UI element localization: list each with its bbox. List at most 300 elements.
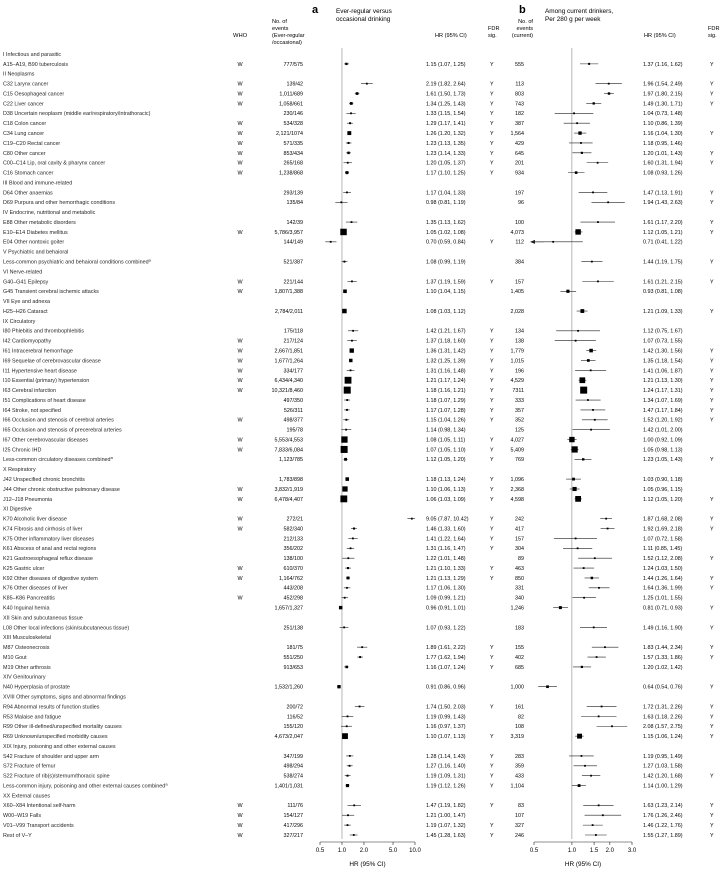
events-b: 463 bbox=[515, 565, 524, 572]
fdr-b-flag: Y bbox=[710, 368, 714, 375]
events-a: 135/84 bbox=[286, 200, 303, 207]
fdr-a-flag: Y bbox=[490, 447, 494, 454]
outcome-label: G45 Transient cerebral ischemic attacks bbox=[3, 289, 99, 296]
ci-a-26 bbox=[342, 309, 346, 313]
point-estimate-b bbox=[598, 587, 600, 589]
hr-a-text: 1.18 (1.13, 1.24) bbox=[426, 477, 466, 484]
hr-a-text: 1.08 (1.05, 1.11) bbox=[426, 437, 466, 444]
events-b: 246 bbox=[515, 832, 524, 839]
events-b: 359 bbox=[515, 763, 524, 770]
hr-b-text: 1.18 (0.95, 1.46) bbox=[643, 140, 683, 147]
hr-b-text: 1.96 (1.54, 2.49) bbox=[643, 81, 683, 88]
ci-b-36 bbox=[580, 409, 605, 411]
ci-a-76 bbox=[347, 804, 360, 806]
events-a: 1,807/1,388 bbox=[274, 289, 303, 296]
point-estimate-b bbox=[604, 646, 606, 648]
ci-b-73 bbox=[582, 775, 600, 777]
point-estimate-b bbox=[593, 626, 595, 628]
outcome-label: M10 Gout bbox=[3, 654, 27, 661]
events-b: 384 bbox=[515, 259, 524, 266]
ci-a-24 bbox=[343, 289, 347, 293]
point-estimate-b bbox=[588, 63, 590, 65]
fdr-b-flag: Y bbox=[710, 407, 714, 414]
point-estimate-b bbox=[591, 577, 593, 579]
hr-b-text: 1.92 (1.69, 2.18) bbox=[643, 526, 683, 533]
events-b: 4,529 bbox=[510, 378, 524, 385]
ci-a-12 bbox=[345, 171, 349, 174]
events-a: 5,553/4,553 bbox=[274, 437, 303, 444]
events-b: 327 bbox=[515, 823, 524, 830]
hr-b-text: 1.57 (1.33, 1.86) bbox=[643, 654, 683, 661]
events-b: 769 bbox=[515, 457, 524, 464]
hr-b-text: 1.25 (1.01, 1.55) bbox=[643, 595, 683, 602]
ci-a-73 bbox=[345, 775, 351, 777]
panel-a-title-1: Ever-regular versus bbox=[336, 8, 392, 15]
fdr-b-flag: Y bbox=[710, 813, 714, 820]
axis-tick-label: 3.0 bbox=[627, 848, 637, 854]
outcome-label: W00–W19 Falls bbox=[3, 813, 42, 820]
events-b: 5,409 bbox=[510, 447, 524, 454]
events-b: 113 bbox=[515, 81, 524, 88]
hr-b-text: 1.00 (0.92, 1.09) bbox=[643, 437, 683, 444]
point-estimate-a bbox=[356, 92, 359, 95]
who-flag: W bbox=[237, 388, 243, 395]
ci-b-12 bbox=[568, 171, 585, 174]
outcome-label: C80 Other cancer bbox=[3, 150, 46, 157]
fdr-a-flag: Y bbox=[490, 150, 494, 157]
fdr-a-flag: Y bbox=[490, 516, 494, 523]
hr-a-text: 1.14 (0.98, 1.34) bbox=[426, 427, 466, 434]
events-a: 272/21 bbox=[286, 516, 303, 523]
ci-a-48 bbox=[351, 528, 357, 530]
ci-b-21 bbox=[581, 261, 602, 263]
outcome-label: C15 Oesophageal cancer bbox=[3, 91, 65, 98]
outcome-label: C16 Stomach cancer bbox=[3, 170, 54, 177]
ci-a-74 bbox=[346, 784, 350, 787]
hr-a-text: 1.07 (0.93, 1.22) bbox=[426, 625, 466, 632]
point-estimate-b bbox=[581, 666, 583, 668]
events-a: 195/78 bbox=[286, 427, 303, 434]
events-a: 251/138 bbox=[283, 625, 303, 632]
who-flag: W bbox=[237, 81, 243, 88]
point-estimate-b bbox=[592, 192, 594, 194]
outcome-label: S22 Fracture of rib(s)/sternum/thoracic spine bbox=[3, 773, 110, 780]
outcome-label: I65 Occlusion and stenosis of precerebral arteries bbox=[3, 427, 122, 434]
point-estimate-b bbox=[575, 340, 577, 342]
hr-a-text: 1.17 (1.07, 1.28) bbox=[426, 407, 466, 414]
events-a: 538/274 bbox=[283, 773, 303, 780]
point-estimate-b bbox=[581, 152, 583, 154]
section-heading: V Psychiatric and behaioral bbox=[3, 249, 69, 256]
axis-tick-label: 0.5 bbox=[315, 848, 325, 854]
hr-b-text: 0.71 (0.41, 1.22) bbox=[643, 239, 683, 246]
panel-b-x-axis bbox=[530, 842, 637, 868]
events-b: 7311 bbox=[512, 388, 524, 395]
ci-b-4 bbox=[604, 92, 614, 94]
events-b-header-2: events bbox=[516, 26, 533, 32]
outcome-label: C34 Lung cancer bbox=[3, 130, 45, 137]
who-flag: W bbox=[237, 61, 243, 68]
fdr-b-header-1: FDR bbox=[708, 26, 720, 32]
events-a: 1,058/661 bbox=[279, 101, 303, 108]
point-estimate-b bbox=[572, 478, 575, 481]
point-estimate-b bbox=[546, 685, 549, 688]
events-a: 142/39 bbox=[286, 219, 303, 226]
events-a: 1,401/1,031 bbox=[274, 783, 303, 790]
fdr-b-flag: Y bbox=[710, 91, 714, 98]
point-estimate-b bbox=[581, 755, 583, 757]
point-estimate-b bbox=[587, 359, 590, 362]
section-heading: IX Circulatory bbox=[3, 318, 36, 325]
ci-b-72 bbox=[574, 765, 597, 767]
point-estimate-a bbox=[342, 486, 347, 491]
events-a: 200/72 bbox=[286, 704, 303, 711]
ci-b-35 bbox=[576, 399, 601, 401]
outcome-label: K61 Abscess of anal and rectal regions bbox=[3, 546, 97, 553]
events-b: 850 bbox=[515, 575, 524, 582]
events-b: 1,000 bbox=[510, 684, 524, 691]
hr-a-text: 9.05 (7.87, 10.42) bbox=[426, 516, 469, 523]
fdr-b-flag: Y bbox=[710, 654, 714, 661]
hr-b-text: 1.61 (1.17, 2.20) bbox=[643, 219, 683, 226]
who-flag: W bbox=[237, 289, 243, 296]
who-flag: W bbox=[237, 595, 243, 602]
section-heading: XIX Injury, poisoning and other external causes bbox=[3, 743, 116, 750]
fdr-b-flag: Y bbox=[710, 803, 714, 810]
who-flag: W bbox=[237, 496, 243, 503]
outcome-label: I42 Cardiomyopathy bbox=[3, 338, 52, 345]
point-estimate-a bbox=[340, 201, 342, 203]
point-estimate-b bbox=[594, 419, 596, 421]
who-flag: W bbox=[237, 813, 243, 820]
section-heading: IV Endocrine, nutritional and metabolic bbox=[3, 210, 96, 217]
fdr-a-header-2: sig. bbox=[488, 33, 497, 39]
outcome-label: R69 Unknown/unspecified morbidity causes bbox=[3, 734, 108, 741]
ci-a-18 bbox=[340, 229, 346, 235]
ci-a-51 bbox=[342, 557, 354, 559]
hr-b-text: 1.10 (0.86, 1.39) bbox=[643, 121, 683, 128]
hr-b-text: 1.61 (1.21, 2.15) bbox=[643, 279, 683, 286]
ci-b-26 bbox=[577, 309, 588, 313]
who-flag: W bbox=[237, 150, 243, 157]
outcome-label: J44 Other chronic obstructive pulmonary disease bbox=[3, 486, 120, 493]
point-estimate-a bbox=[353, 804, 355, 806]
ci-a-36 bbox=[344, 409, 350, 411]
point-estimate-b bbox=[605, 518, 607, 520]
point-estimate-a bbox=[346, 409, 348, 411]
point-estimate-a bbox=[347, 162, 349, 164]
point-estimate-b bbox=[573, 487, 577, 491]
events-b: 125 bbox=[515, 427, 524, 434]
hr-a-text: 1.10 (1.04, 1.15) bbox=[426, 289, 466, 296]
ci-b-43 bbox=[566, 478, 581, 481]
point-estimate-b bbox=[607, 201, 609, 203]
ci-a-10 bbox=[346, 152, 351, 154]
events-a: 175/118 bbox=[283, 328, 303, 335]
fdr-a-flag: Y bbox=[490, 496, 494, 503]
ci-b-68 bbox=[597, 725, 628, 727]
section-heading: XVIII Other symptoms, signs and abnormal findings bbox=[3, 694, 126, 701]
point-estimate-a bbox=[349, 122, 351, 124]
ci-a-23 bbox=[347, 280, 356, 282]
fdr-b-flag: Y bbox=[710, 516, 714, 523]
who-flag: W bbox=[237, 160, 243, 167]
fdr-b-flag: Y bbox=[710, 160, 714, 167]
hr-b-text: 1.19 (0.95, 1.49) bbox=[643, 753, 683, 760]
ci-a-32 bbox=[347, 369, 355, 371]
outcome-label: I11 Hypertensive heart disease bbox=[3, 368, 77, 375]
ci-b-44 bbox=[570, 487, 580, 491]
footnote-marker: a bbox=[110, 455, 113, 461]
fdr-a-flag: Y bbox=[490, 486, 494, 493]
hr-a-text: 1.74 (1.50, 2.03) bbox=[426, 704, 466, 711]
hr-a-text: 1.46 (1.33, 1.60) bbox=[426, 526, 466, 533]
point-estimate-a bbox=[350, 112, 352, 114]
ci-b-17 bbox=[580, 221, 615, 223]
axis-tick-label: 2.0 bbox=[605, 848, 614, 854]
point-estimate-a bbox=[347, 814, 349, 816]
outcome-label: H25–H26 Cataract bbox=[3, 308, 48, 315]
events-b: 283 bbox=[515, 753, 524, 760]
hr-b-text: 1.87 (1.68, 2.08) bbox=[643, 516, 683, 523]
point-estimate-a bbox=[347, 577, 350, 580]
fdr-b-flag: Y bbox=[710, 279, 714, 286]
events-a: 2,784/2,011 bbox=[274, 308, 303, 315]
hr-b-text: 1.42 (1.30, 1.56) bbox=[643, 348, 683, 355]
axis-tick-label: 10.0 bbox=[409, 848, 421, 854]
hr-b-text: 1.16 (1.04, 1.30) bbox=[643, 130, 683, 137]
point-estimate-a bbox=[342, 309, 346, 313]
fdr-a-flag: Y bbox=[490, 121, 494, 128]
ci-a-3 bbox=[361, 83, 373, 85]
point-estimate-b bbox=[580, 309, 584, 313]
outcome-label: I25 Chronic IHD bbox=[3, 447, 42, 454]
hr-a-text: 1.21 (1.10, 1.33) bbox=[426, 565, 466, 572]
who-flag: W bbox=[237, 348, 243, 355]
hr-a-text: 1.20 (1.05, 1.37) bbox=[426, 160, 466, 167]
ci-b-41 bbox=[575, 458, 592, 460]
point-estimate-a bbox=[344, 387, 351, 394]
events-a: 138/100 bbox=[283, 556, 303, 563]
ci-a-40 bbox=[341, 446, 348, 453]
fdr-b-flag: Y bbox=[710, 556, 714, 563]
fdr-a-flag: Y bbox=[490, 388, 494, 395]
hr-a-text: 1.17 (1.06, 1.30) bbox=[426, 585, 466, 592]
outcome-label: A15–A19, B90 tuberculosis bbox=[3, 61, 69, 68]
hr-a-text: 1.21 (1.17, 1.24) bbox=[426, 378, 466, 385]
section-heading: I Infectious and parasitic bbox=[3, 51, 62, 58]
ci-b-52 bbox=[574, 567, 595, 569]
hr-b-text: 1.27 (1.03, 1.58) bbox=[643, 763, 683, 770]
footnote-marker: a bbox=[165, 781, 168, 787]
point-estimate-a bbox=[346, 399, 348, 401]
point-estimate-b bbox=[578, 784, 581, 787]
point-estimate-b bbox=[608, 83, 610, 85]
events-b: 357 bbox=[515, 407, 524, 414]
point-estimate-a bbox=[343, 261, 345, 263]
hr-a-text: 1.05 (1.02, 1.08) bbox=[426, 229, 466, 236]
fdr-b-flag: Y bbox=[710, 417, 714, 424]
section-heading: III Blood and immune-related bbox=[3, 180, 73, 187]
point-estimate-b bbox=[573, 112, 575, 114]
fdr-a-flag: Y bbox=[490, 328, 494, 335]
fdr-b-flag: Y bbox=[710, 378, 714, 385]
fdr-a-flag: Y bbox=[490, 536, 494, 543]
ci-a-62 bbox=[344, 666, 349, 669]
outcome-label: S42 Fracture of shoulder and upper arm bbox=[3, 753, 99, 760]
ci-b-77 bbox=[585, 814, 622, 816]
events-a: 144/149 bbox=[283, 239, 303, 246]
section-heading: XIII Musculoskeletal bbox=[3, 635, 51, 642]
fdr-b-flag: Y bbox=[710, 734, 714, 741]
point-estimate-b bbox=[566, 290, 569, 293]
ci-a-43 bbox=[345, 477, 349, 481]
events-a: 212/133 bbox=[283, 536, 303, 543]
ci-a-78 bbox=[344, 824, 351, 826]
events-a: 1,011/689 bbox=[279, 91, 303, 98]
ci-b-10 bbox=[572, 152, 591, 154]
hr-a-text: 0.98 (0.81, 1.19) bbox=[426, 200, 466, 207]
ci-b-58 bbox=[580, 626, 607, 628]
point-estimate-b bbox=[590, 775, 592, 777]
events-b: 2,368 bbox=[510, 486, 524, 493]
events-a: 913/653 bbox=[283, 664, 303, 671]
events-b: 107 bbox=[515, 813, 524, 820]
ci-b-1 bbox=[580, 63, 598, 65]
ci-b-79 bbox=[585, 834, 607, 836]
point-estimate-a bbox=[349, 765, 351, 767]
events-a: 5,786/3,957 bbox=[274, 229, 303, 236]
hr-a-text: 1.23 (1.13, 1.35) bbox=[426, 140, 466, 147]
events-b: 333 bbox=[515, 397, 524, 404]
point-estimate-a bbox=[361, 646, 363, 648]
fdr-a-flag: Y bbox=[490, 763, 494, 770]
fdr-b-flag: Y bbox=[710, 575, 714, 582]
who-flag: W bbox=[237, 803, 243, 810]
panel-b-title-2: Per 280 g per week bbox=[545, 16, 601, 23]
point-estimate-b bbox=[602, 814, 604, 816]
ci-a-50 bbox=[347, 547, 355, 549]
point-estimate-a bbox=[330, 241, 332, 243]
hr-a-text: 1.21 (1.00, 1.47) bbox=[426, 813, 466, 820]
section-heading: VII Eye and adnexa bbox=[3, 299, 51, 306]
events-b: 201 bbox=[515, 160, 524, 167]
events-a: 265/168 bbox=[283, 160, 303, 167]
events-b: 4,598 bbox=[510, 496, 524, 503]
ci-a-41 bbox=[344, 458, 348, 461]
fdr-a-flag: Y bbox=[490, 130, 494, 137]
point-estimate-a bbox=[345, 429, 347, 431]
outcome-label: K76 Other diseases of liver bbox=[3, 585, 68, 592]
hr-a-text: 1.31 (1.16, 1.48) bbox=[426, 368, 466, 375]
fdr-b-flag: Y bbox=[710, 625, 714, 632]
hr-a-text: 0.70 (0.59, 0.84) bbox=[426, 239, 466, 246]
hr-a-text: 1.37 (1.19, 1.59) bbox=[426, 279, 466, 286]
events-a: 582/340 bbox=[283, 526, 303, 533]
hr-a-text: 1.17 (1.04, 1.33) bbox=[426, 190, 466, 197]
ci-b-61 bbox=[588, 656, 606, 658]
who-flag: W bbox=[237, 378, 243, 385]
hr-a-text: 1.23 (1.14, 1.33) bbox=[426, 150, 466, 157]
events-a: 1,783/898 bbox=[279, 477, 303, 484]
ci-a-44 bbox=[342, 486, 347, 491]
section-heading: VI Nerve-related bbox=[3, 269, 43, 276]
events-a: 230/146 bbox=[283, 111, 303, 118]
fdr-a-flag: Y bbox=[490, 437, 494, 444]
point-estimate-a bbox=[348, 142, 350, 144]
ci-a-60 bbox=[357, 646, 367, 648]
events-b: 96 bbox=[518, 200, 524, 207]
outcome-label: E10–E14 Diabetes mellitus bbox=[3, 229, 68, 236]
ci-b-37 bbox=[582, 419, 608, 421]
fdr-a-flag: Y bbox=[490, 417, 494, 424]
events-a-header-4: /occasional) bbox=[272, 40, 302, 46]
panel-a-title-2: occasional drinking bbox=[336, 16, 391, 23]
ci-b-9 bbox=[569, 142, 593, 144]
hr-b-text: 1.20 (1.02, 1.42) bbox=[643, 664, 683, 671]
hr-a-text: 1.19 (0.99, 1.43) bbox=[426, 714, 466, 721]
hr-b-text: 1.49 (1.16, 1.90) bbox=[643, 625, 683, 632]
point-estimate-a bbox=[339, 606, 342, 609]
outcome-label: I66 Occlusion and stenosis of cerebral arteries bbox=[3, 417, 114, 424]
outcome-label: Less-common circulatory diseases combined$^a$ bbox=[3, 455, 113, 464]
hr-a-text: 1.10 (1.07, 1.13) bbox=[426, 734, 466, 741]
ci-b-71 bbox=[569, 755, 594, 757]
hr-a-text: 1.17 (1.10, 1.25) bbox=[426, 170, 466, 177]
events-a: 521/387 bbox=[283, 259, 303, 266]
outcome-label: I51 Complications of heart disease bbox=[3, 397, 86, 404]
hr-b-text: 1.37 (1.16, 1.62) bbox=[643, 61, 683, 68]
point-estimate-b bbox=[608, 92, 610, 94]
point-estimate-b bbox=[597, 221, 599, 223]
point-estimate-a bbox=[351, 340, 353, 342]
hr-b-text: 1.63 (1.18, 2.26) bbox=[643, 714, 683, 721]
ci-a-1 bbox=[344, 63, 349, 65]
fdr-a-flag: Y bbox=[490, 81, 494, 88]
fdr-a-flag: Y bbox=[490, 160, 494, 167]
fdr-b-flag: Y bbox=[710, 832, 714, 839]
fdr-b-flag: Y bbox=[710, 704, 714, 711]
fdr-a-flag: Y bbox=[490, 61, 494, 68]
point-estimate-a bbox=[350, 102, 353, 105]
point-estimate-a bbox=[352, 330, 354, 332]
events-a: 154/127 bbox=[283, 813, 303, 820]
who-flag: W bbox=[237, 516, 243, 523]
events-a: 777/575 bbox=[283, 61, 303, 68]
ci-a-21 bbox=[342, 261, 348, 263]
events-a: 10,321/8,460 bbox=[271, 388, 303, 395]
ci-a-8 bbox=[347, 131, 351, 135]
hr-a-text: 1.37 (1.18, 1.60) bbox=[426, 338, 466, 345]
hr-b-text: 1.34 (1.07, 1.69) bbox=[643, 397, 683, 404]
point-estimate-b bbox=[583, 567, 585, 569]
ci-b-24 bbox=[560, 290, 576, 293]
ci-a-71 bbox=[346, 755, 353, 757]
ci-b-15 bbox=[591, 201, 624, 203]
ci-a-45 bbox=[340, 495, 347, 502]
point-estimate-a bbox=[347, 775, 349, 777]
events-a: 139/42 bbox=[286, 81, 303, 88]
hr-b-text: 1.44 (1.26, 1.64) bbox=[643, 575, 683, 582]
hr-b-text: 1.05 (0.96, 1.15) bbox=[643, 486, 683, 493]
events-b: 429 bbox=[515, 140, 524, 147]
ci-b-34 bbox=[580, 387, 587, 394]
events-b: 183 bbox=[515, 625, 524, 632]
events-a: 1,238/868 bbox=[279, 170, 303, 177]
events-b: 743 bbox=[515, 101, 524, 108]
ci-a-4 bbox=[355, 92, 360, 95]
point-estimate-a bbox=[359, 656, 361, 658]
